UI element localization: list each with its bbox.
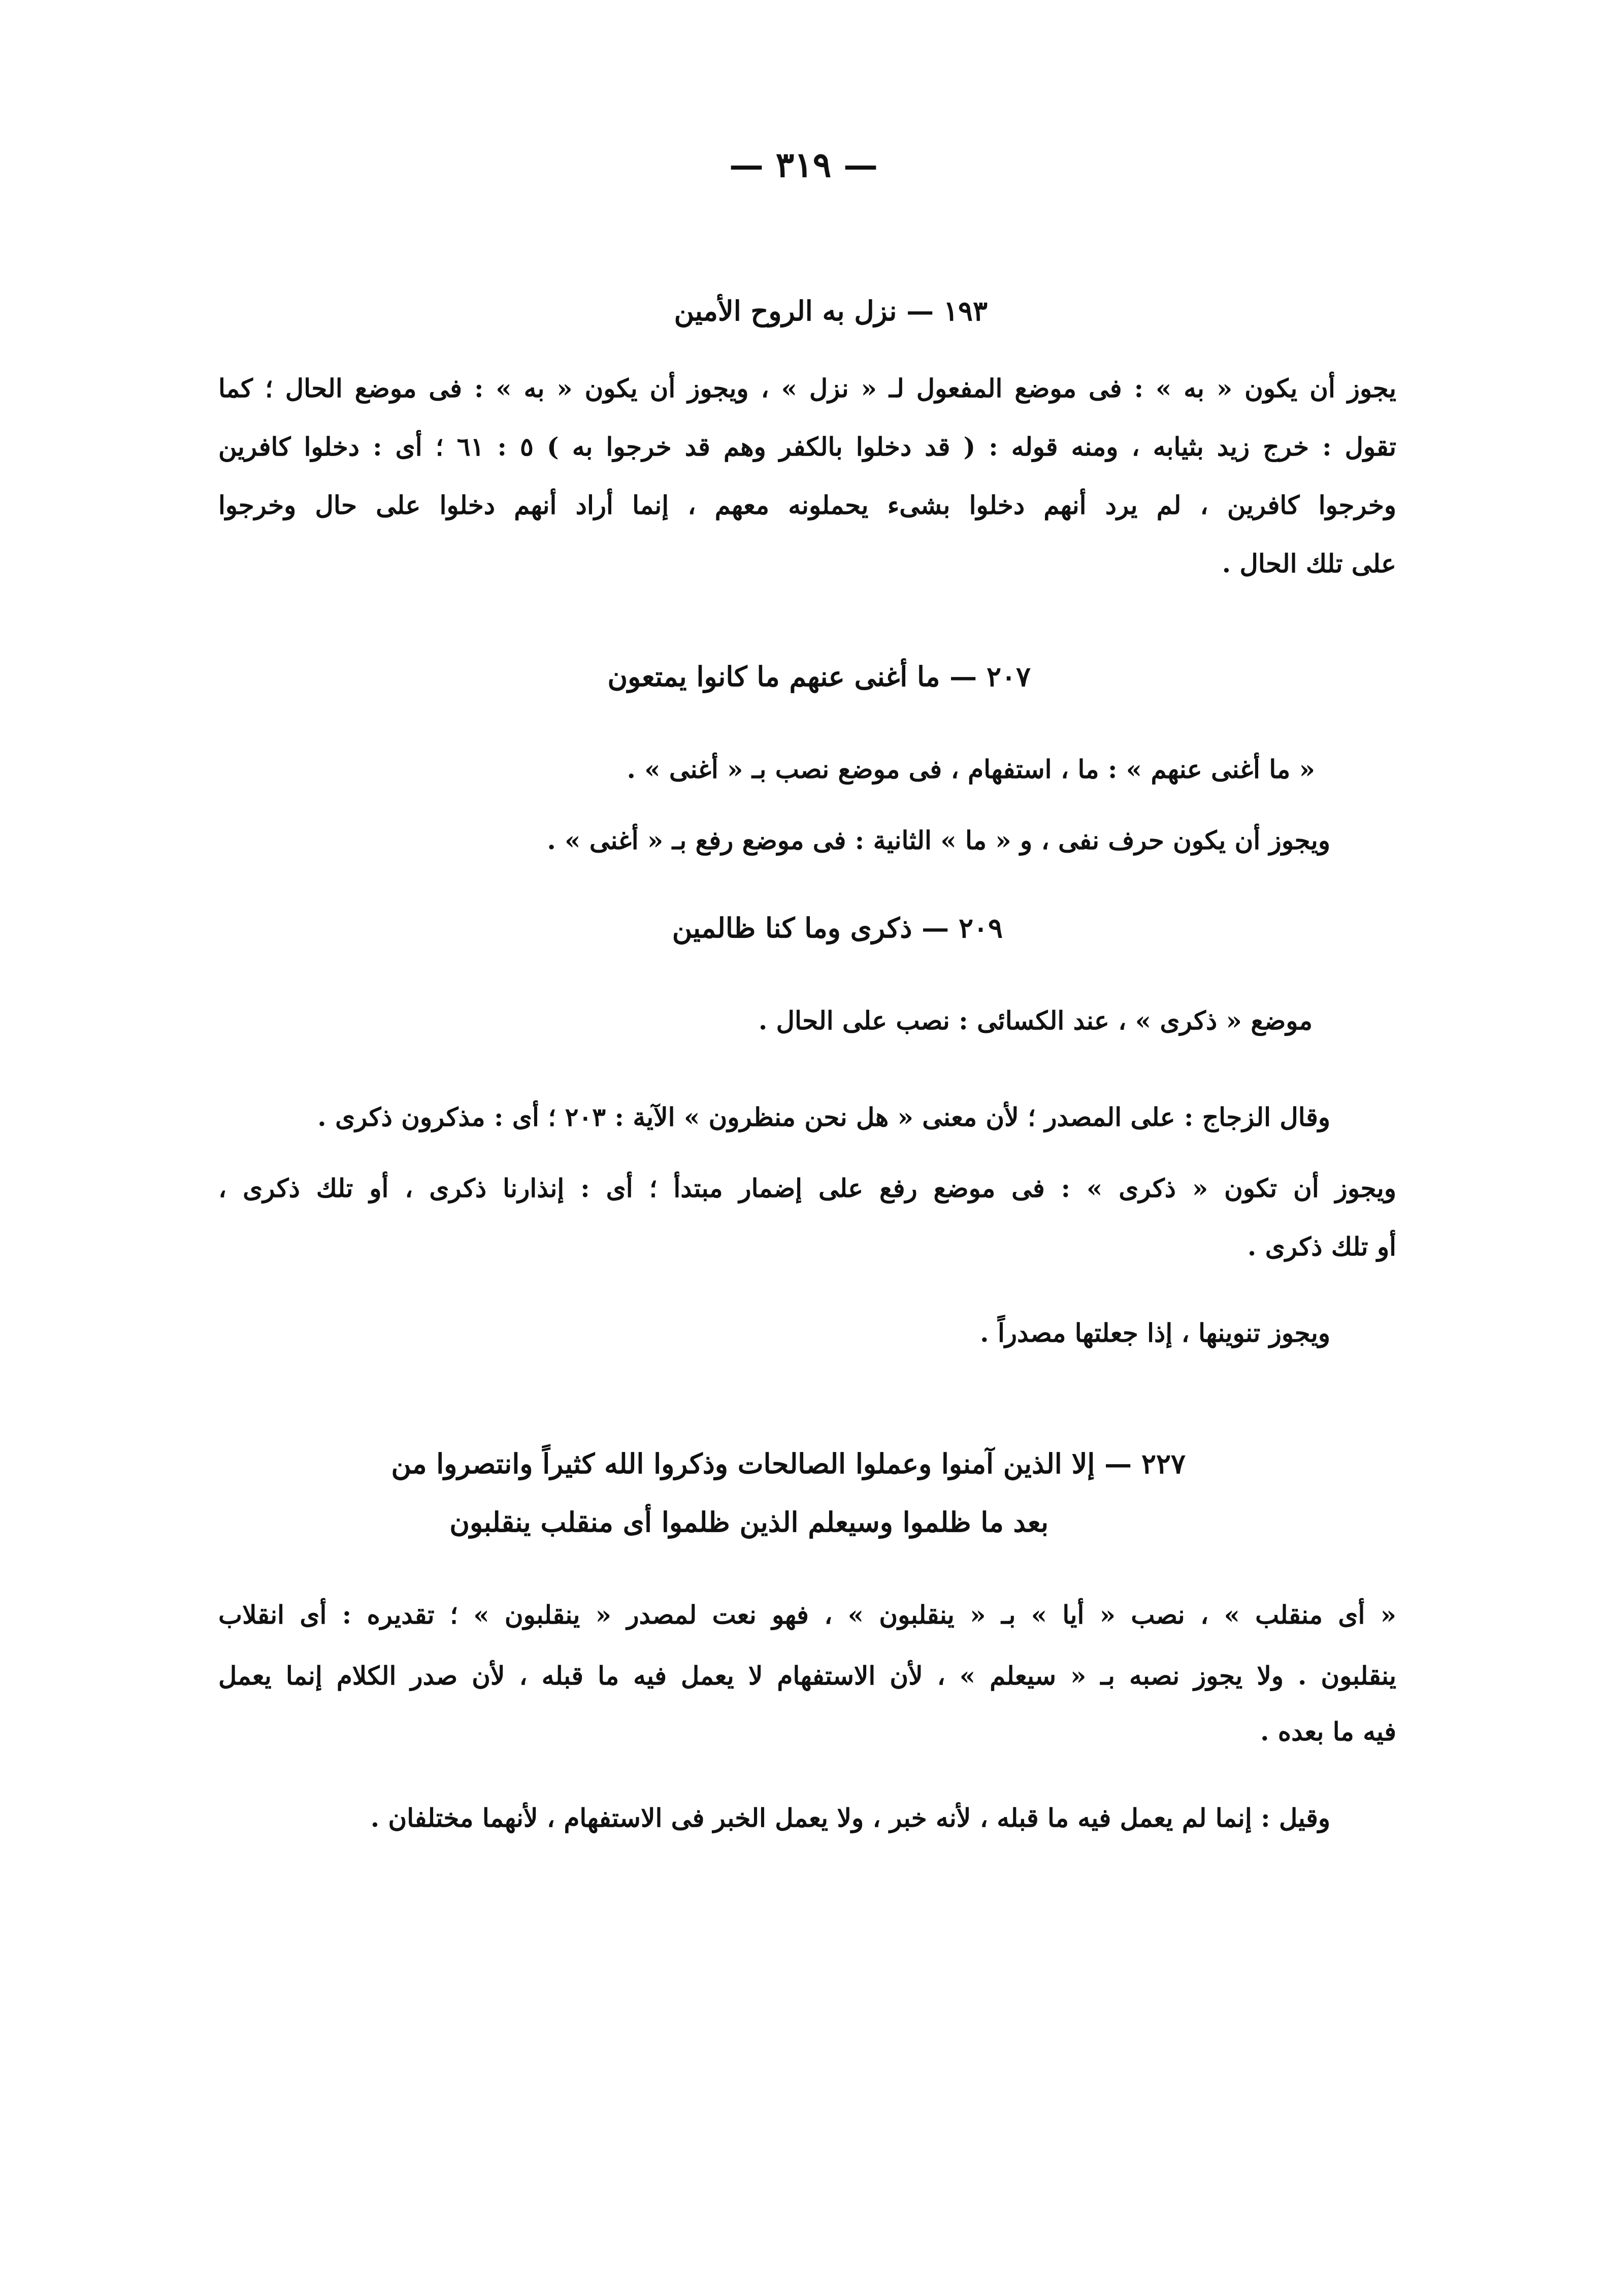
- section-heading-209: ٢٠٩ — ذكرى وما كنا ظالمين: [672, 912, 1003, 944]
- page-number: — ٣١٩ —: [729, 145, 878, 185]
- paragraph-line: ويجوز أن تكون « ذكرى » : فى موضع رفع على إضمار مبتدأ ؛ أى : إنذارنا ذكرى ، أو تلك ذكرى ،: [218, 1173, 1396, 1203]
- paragraph-line: موضع « ذكرى » ، عند الكسائى : نصب على الحال .: [758, 1006, 1313, 1036]
- paragraph-line: على تلك الحال .: [1222, 548, 1396, 578]
- paragraph-line: ويجوز أن يكون حرف نفى ، و « ما » الثانية : فى موضع رفع بـ « أغنى » .: [547, 825, 1330, 855]
- section-heading-227-continued: بعد ما ظلموا وسيعلم الذين ظلموا أى منقلب ينقلبون: [449, 1506, 1048, 1538]
- paragraph-line: ويجوز تنوينها ، إذا جعلتها مصدراً .: [980, 1318, 1330, 1348]
- paragraph-line: « ما أغنى عنهم » : ما ، استفهام ، فى موضع نصب بـ « أغنى » .: [627, 754, 1315, 784]
- section-heading-207: ٢٠٧ — ما أغنى عنهم ما كانوا يمتعون: [607, 660, 1031, 693]
- paragraph-line: وقال الزجاج : على المصدر ؛ لأن معنى « هل نحن منظرون » الآية : ٢٠٣ ؛ أى : مذكرون ذكرى .: [317, 1102, 1330, 1132]
- paragraph-line: يجوز أن يكون « به » : فى موضع المفعول لـ « نزل » ، ويجوز أن يكون « به » : فى موضع الحال ؛ كما: [218, 373, 1396, 403]
- paragraph-line: تقول : خرج زيد بثيابه ، ومنه قوله : ( قد دخلوا بالكفر وهم قد خرجوا به ) ٥ : ٦١ ؛ أى : دخلوا كافرين: [218, 432, 1396, 462]
- paragraph-line: « أى منقلب » ، نصب « أيا » بـ « ينقلبون » ، فهو نعت لمصدر « ينقلبون » ؛ تقديره : أى انقلاب: [218, 1600, 1396, 1630]
- paragraph-line: وخرجوا كافرين ، لم يرد أنهم دخلوا بشىء يحملونه معهم ، إنما أراد أنهم دخلوا على حال وخرجوا: [218, 490, 1396, 520]
- paragraph-line: أو تلك ذكرى .: [1247, 1232, 1396, 1262]
- paragraph-line: فيه ما بعده .: [1260, 1717, 1396, 1747]
- paragraph-line: وقيل : إنما لم يعمل فيه ما قبله ، لأنه خبر ، ولا يعمل الخبر فى الاستفهام ، لأنهما مختلفان .: [370, 1803, 1330, 1833]
- section-heading-193: ١٩٣ — نزل به الروح الأمين: [674, 295, 988, 327]
- paragraph-line: ينقلبون . ولا يجوز نصبه بـ « سيعلم » ، لأن الاستفهام لا يعمل فيه ما قبله ، لأن صدر الكلام إنما يعمل: [218, 1661, 1396, 1691]
- section-heading-227: ٢٢٧ — إلا الذين آمنوا وعملوا الصالحات وذكروا الله كثيراً وانتصروا من: [391, 1447, 1186, 1480]
